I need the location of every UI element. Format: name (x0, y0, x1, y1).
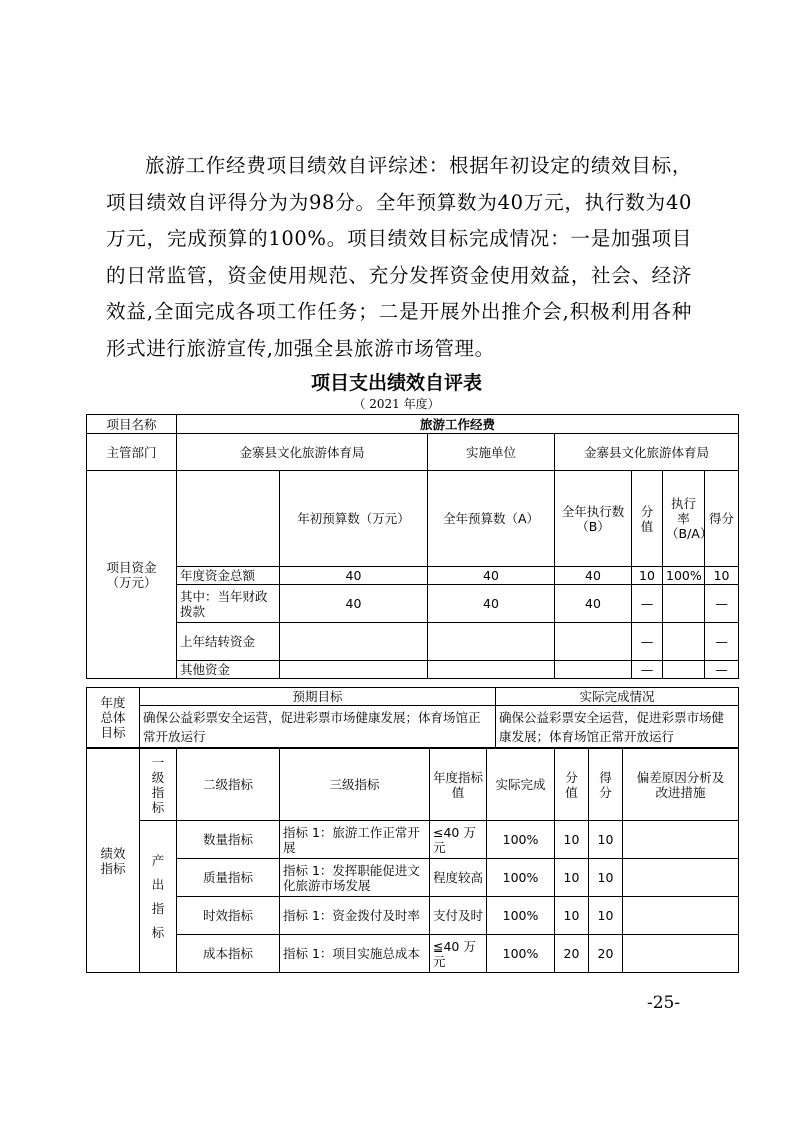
perf-target: ≦40 万元 (430, 935, 487, 973)
funds-row-rate (663, 661, 705, 679)
actual-result-text: 确保公益彩票安全运营，促进彩票市场健康发展；体育场馆正常开放运行 (496, 706, 739, 748)
perf-header-analysis: 偏差原因分析及改进措施 (623, 749, 739, 821)
perf-level2: 时效指标 (177, 897, 280, 935)
perf-analysis (623, 935, 739, 973)
perf-analysis (623, 859, 739, 897)
perf-target: 程度较高 (430, 859, 487, 897)
perf-label: 绩效指标 (87, 749, 140, 973)
perf-header-actual: 实际完成 (487, 749, 555, 821)
funds-row-initial: 40 (280, 567, 428, 585)
empty-header-cell (177, 471, 280, 567)
funds-label: 项目资金（万元） (87, 471, 177, 679)
funds-header-initial: 年初预算数（万元） (280, 471, 428, 567)
funds-row-annual (428, 623, 555, 661)
funds-row-annual (428, 661, 555, 679)
funds-row-label: 年度资金总额 (177, 567, 280, 585)
table-year: （ 2021 年度） (353, 397, 440, 411)
funds-header-score: 得分 (705, 471, 739, 567)
perf-level3: 指标 1：项目实施总成本 (280, 935, 430, 973)
funds-row-score: 10 (705, 567, 739, 585)
perf-score: 10 (589, 821, 623, 859)
goal-label: 年度总体目标 (87, 688, 140, 748)
funds-row-label: 上年结转资金 (177, 623, 280, 661)
funds-row-score: — (705, 623, 739, 661)
funds-row-initial (280, 661, 428, 679)
perf-score: 10 (589, 859, 623, 897)
funds-header-rate: 执行率（B/A） (663, 471, 705, 567)
project-name-label: 项目名称 (87, 415, 177, 434)
funds-row-executed: 40 (555, 585, 632, 623)
funds-row-score: — (705, 661, 739, 679)
perf-header-score-value: 分值 (555, 749, 589, 821)
funds-row-score-value: — (632, 661, 663, 679)
funds-table (86, 414, 739, 679)
perf-score: 10 (589, 897, 623, 935)
perf-level1: 产出指标 (140, 821, 177, 973)
funds-row-executed: 40 (555, 567, 632, 585)
perf-actual: 100% (487, 935, 555, 973)
perf-actual: 100% (487, 859, 555, 897)
perf-level2: 数量指标 (177, 821, 280, 859)
perf-level3: 指标 1：旅游工作正常开展 (280, 821, 430, 859)
perf-score: 20 (589, 935, 623, 973)
perf-analysis (623, 821, 739, 859)
perf-target: 支付及时 (430, 897, 487, 935)
perf-score-value: 10 (555, 821, 589, 859)
funds-header-score-value: 分值 (632, 471, 663, 567)
funds-row-rate (663, 623, 705, 661)
perf-actual: 100% (487, 821, 555, 859)
funds-row-annual: 40 (428, 567, 555, 585)
perf-header-level3: 三级指标 (280, 749, 430, 821)
perf-level2: 质量指标 (177, 859, 280, 897)
project-name: 旅游工作经费 (177, 415, 739, 434)
summary-paragraph: 旅游工作经费项目绩效自评综述：根据年初设定的绩效目标，项目绩效自评得分为为98分。全年预算数为40万元，执行数为40万元，完成预算的100%。项目绩效目标完成情况：一是加强项目的日常监管，资金使用规范、充分发挥资金使用效益，社会、经济效益,全面完成各项工作任务；二是开展外出推介会,积极利用各种形式进行旅游宣传,加强全县旅游市场管理。 (106, 154, 692, 360)
funds-row-executed (555, 623, 632, 661)
dept-label: 主管部门 (87, 434, 177, 471)
perf-header-level2: 二级指标 (177, 749, 280, 821)
perf-level3: 指标 1：资金拨付及时率 (280, 897, 430, 935)
impl-value: 金寨县文化旅游体育局 (555, 434, 739, 471)
funds-row-executed (555, 661, 632, 679)
page-number: -25- (647, 993, 681, 1013)
dept-value: 金寨县文化旅游体育局 (177, 434, 428, 471)
funds-row-rate (663, 585, 705, 623)
perf-score-value: 20 (555, 935, 589, 973)
perf-target: ≤40 万元 (430, 821, 487, 859)
funds-row-label: 其中：当年财政拨款 (177, 585, 280, 623)
expected-goal-header: 预期目标 (140, 688, 496, 706)
perf-level3: 指标 1：发挥职能促进文化旅游市场发展 (280, 859, 430, 897)
perf-header-score: 得分 (589, 749, 623, 821)
goals-table (86, 687, 739, 748)
performance-table (86, 748, 739, 973)
funds-row-annual: 40 (428, 585, 555, 623)
perf-score-value: 10 (555, 859, 589, 897)
perf-score-value: 10 (555, 897, 589, 935)
perf-level2: 成本指标 (177, 935, 280, 973)
funds-row-label: 其他资金 (177, 661, 280, 679)
funds-row-score-value: — (632, 585, 663, 623)
funds-header-annual: 全年预算数（A） (428, 471, 555, 567)
funds-row-initial (280, 623, 428, 661)
perf-actual: 100% (487, 897, 555, 935)
impl-label: 实施单位 (428, 434, 555, 471)
actual-result-header: 实际完成情况 (496, 688, 739, 706)
funds-row-rate: 100% (663, 567, 705, 585)
expected-goal-text: 确保公益彩票安全运营，促进彩票市场健康发展；体育场馆正常开放运行 (140, 706, 496, 748)
funds-row-score-value: — (632, 623, 663, 661)
perf-header-target: 年度指标值 (430, 749, 487, 821)
funds-row-score: — (705, 585, 739, 623)
perf-header-level1: 一级指标 (140, 749, 177, 821)
table-title: 项目支出绩效自评表 (310, 372, 482, 394)
funds-header-executed: 全年执行数（B） (555, 471, 632, 567)
funds-row-score-value: 10 (632, 567, 663, 585)
funds-row-initial: 40 (280, 585, 428, 623)
perf-analysis (623, 897, 739, 935)
